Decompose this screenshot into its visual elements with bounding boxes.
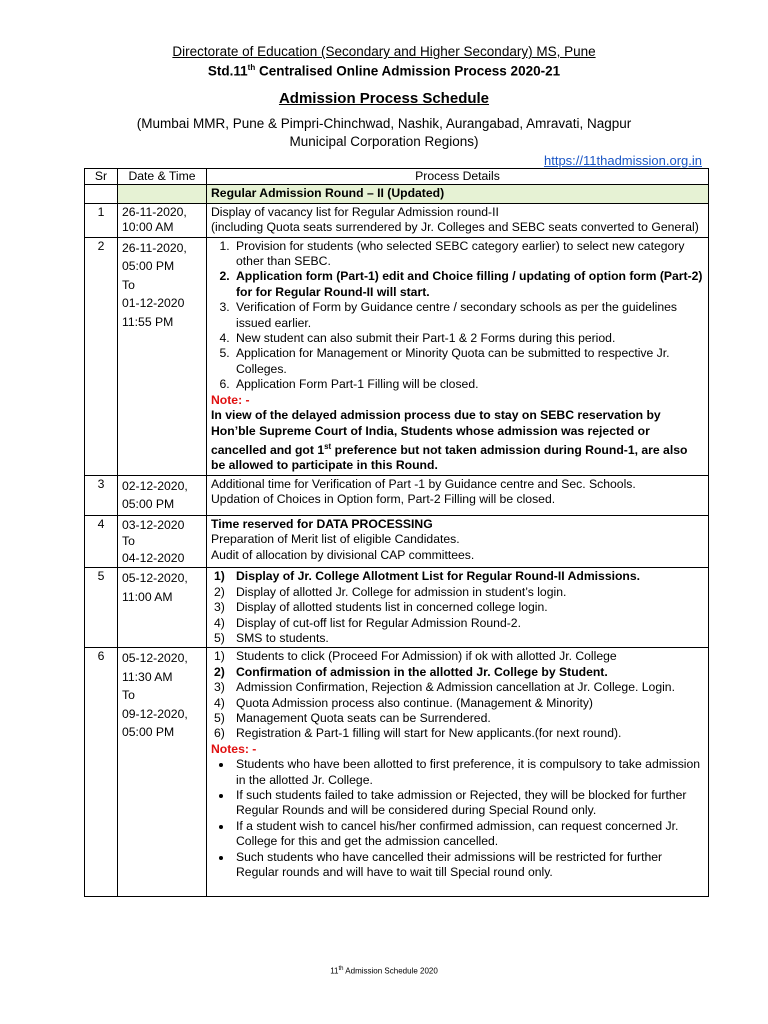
- row-date: [118, 648, 207, 897]
- detail-line: Display of vacancy list for Regular Admission round-II: [211, 204, 499, 219]
- list-item-text: Display of cut-off list for Regular Admission Round-2.: [236, 615, 521, 630]
- date-line: 05-12-2020,: [122, 651, 188, 666]
- header-details: Process Details: [207, 169, 709, 185]
- list-item: 3. Verification of Form by Guidance centre / secondary schools as per the guidelines issued earlier.: [233, 300, 704, 331]
- date-line: 04-12-2020: [122, 550, 185, 565]
- footer-post: Admission Schedule 2020: [343, 966, 438, 976]
- page-title: Admission Process Schedule: [278, 90, 490, 107]
- row-sr: 3: [85, 475, 118, 515]
- row-date: [118, 237, 207, 475]
- date-line: 11:55 PM: [122, 314, 174, 329]
- list-item: 2) Display of allotted Jr. College for admission in student’s login.: [214, 584, 567, 599]
- list-item: 4) Display of cut-off list for Regular Admission Round-2.: [214, 615, 521, 630]
- regions-line-2: Municipal Corporation Regions): [289, 134, 479, 149]
- schedule-table: [84, 168, 709, 897]
- row-sr: 2: [85, 237, 118, 475]
- date-line: 05-12-2020,: [122, 571, 188, 586]
- detail-line: Preparation of Merit list of eligible Candidates.: [211, 532, 460, 547]
- detail-line: (including Quota seats surrendered by Jr. Colleges and SEBC seats converted to General): [211, 220, 699, 235]
- list-item: 5) SMS to students.: [214, 630, 329, 645]
- row-date: [118, 568, 207, 648]
- list-item: 2) Confirmation of admission in the allotted Jr. College by Student.: [214, 664, 608, 679]
- list-item-text: Display of allotted Jr. College for admission in student’s login.: [236, 584, 567, 599]
- date-line: 11:30 AM: [122, 669, 173, 684]
- list-item: 5) Management Quota seats can be Surrendered.: [214, 710, 491, 725]
- process-heading-pre: Std.11: [207, 63, 248, 79]
- detail-line: Updation of Choices in Option form, Part-2 Filling will be closed.: [211, 492, 556, 507]
- list-item: 4) Quota Admission process also continue. (Management & Minority): [214, 695, 593, 710]
- list-item-text: Display of allotted students list in concerned college login.: [236, 600, 548, 615]
- round-sr: [85, 185, 118, 203]
- table-row: [85, 568, 709, 648]
- row-details: [207, 648, 709, 897]
- detail-line: Additional time for Verification of Part -1 by Guidance centre and Sec. Schools.: [211, 476, 636, 491]
- list-item: 4. New student can also submit their Part-1 & 2 Forms during this period.: [233, 331, 704, 346]
- row-date: [118, 203, 207, 237]
- list-item: 2. Application form (Part-1) edit and Choice filling / updating of option form (Part-2) for for Regular Round-II will start.: [233, 269, 704, 300]
- row-date: [118, 475, 207, 515]
- date-line: 10:00 AM: [122, 220, 174, 235]
- note-item: • Such students who have cancelled their admissions will be restricted for further Regular rounds and will have to wait till Special round only.: [233, 850, 704, 881]
- process-heading: [0, 63, 768, 79]
- list-item: 6) Registration & Part-1 filling will start for New applicants.(for next round).: [214, 726, 622, 741]
- note-item: • Students who have been allotted to first preference, it is compulsory to take admission in the allotted Jr. College.: [233, 757, 704, 788]
- website-link[interactable]: https://11thadmission.org.in: [543, 153, 702, 168]
- list-item: 3) Admission Confirmation, Rejection & Admission cancellation at Jr. College. Login.: [214, 680, 675, 695]
- row-sr: 1: [85, 203, 118, 237]
- round-date: [118, 185, 207, 203]
- list-item-text: Quota Admission process also continue. (Management & Minority): [236, 695, 593, 710]
- round-title: Regular Admission Round – II (Updated): [207, 185, 709, 203]
- list-item: 5. Application for Management or Minority Quota can be submitted to respective Jr. Colleges.: [233, 346, 704, 377]
- list-item: 1) Students to click (Proceed For Admission) if ok with allotted Jr. College: [214, 649, 617, 664]
- table-row: [85, 648, 709, 897]
- list-item: 6. Application Form Part-1 Filling will be closed.: [233, 377, 704, 392]
- row-details: [207, 475, 709, 515]
- table-header-row: [85, 169, 709, 185]
- detail-heading: Time reserved for DATA PROCESSING: [211, 516, 433, 531]
- date-line: 11:00 AM: [122, 589, 173, 604]
- list-item: 1. Provision for students (who selected SEBC category earlier) to select new category other than SEBC.: [233, 239, 704, 270]
- date-line: 01-12-2020: [122, 296, 185, 311]
- date-line: To: [122, 277, 135, 292]
- list-item-text: Management Quota seats can be Surrendered.: [236, 710, 491, 725]
- date-line: 02-12-2020,: [122, 478, 188, 493]
- row-date: [118, 515, 207, 568]
- header-date: Date & Time: [118, 169, 207, 185]
- process-heading-sup: th: [247, 63, 256, 72]
- date-line: 05:00 PM: [122, 259, 175, 274]
- row-details: [207, 568, 709, 648]
- note-item: • If a student wish to cancel his/her confirmed admission, can request concerned Jr. College for this and get the admission cancelled.: [233, 819, 704, 850]
- table-row: [85, 515, 709, 568]
- list-item-text: Students to click (Proceed For Admission) if ok with allotted Jr. College: [236, 649, 617, 664]
- note-text: [211, 408, 704, 474]
- row-details: [207, 237, 709, 475]
- list-item-text: Registration & Part-1 filling will start for New applicants.(for next round).: [236, 726, 622, 741]
- list-item-text: Display of Jr. College Allotment List for Regular Round-II Admissions.: [236, 569, 641, 584]
- row-details: [207, 515, 709, 568]
- row-sr: 6: [85, 648, 118, 897]
- note-text-sup: st: [324, 441, 332, 451]
- date-line: To: [122, 688, 135, 703]
- list-item-text: Admission Confirmation, Rejection & Admission cancellation at Jr. College. Login.: [236, 680, 675, 695]
- list-item: 3) Display of allotted students list in concerned college login.: [214, 600, 548, 615]
- round-row: [85, 185, 709, 203]
- row-sr: 5: [85, 568, 118, 648]
- table-row: [85, 203, 709, 237]
- process-heading-post: Centralised Online Admission Process 2020-21: [255, 63, 561, 79]
- notes-label: Notes: -: [211, 741, 257, 756]
- row-details: [207, 203, 709, 237]
- list-item-text: SMS to students.: [236, 630, 329, 645]
- date-line: 09-12-2020,: [122, 706, 188, 721]
- note-label: Note: -: [211, 392, 250, 407]
- date-line: 26-11-2020,: [122, 204, 187, 219]
- date-line: 03-12-2020: [122, 517, 185, 532]
- directorate-heading: Directorate of Education (Secondary and Higher Secondary) MS, Pune: [172, 44, 596, 59]
- detail-line: Audit of allocation by divisional CAP committees.: [211, 547, 475, 562]
- regions-line-1: (Mumbai MMR, Pune & Pimpri-Chinchwad, Nashik, Aurangabad, Amravati, Nagpur: [136, 116, 632, 131]
- date-line: 26-11-2020,: [122, 240, 187, 255]
- table-row: [85, 237, 709, 475]
- footer-sup: th: [338, 966, 344, 972]
- note-text-post: preference but not taken admission during Round-1, are also be allowed to participate in this Round.: [211, 442, 688, 473]
- list-item: 1) Display of Jr. College Allotment List for Regular Round-II Admissions.: [214, 569, 641, 584]
- note-text-pre: In view of the delayed admission process due to stay on SEBC reservation by Hon’ble Supreme Court of India, Students whose admission was rejected or cancelled and got 1: [211, 408, 661, 457]
- date-line: To: [122, 534, 135, 549]
- note-item: • If such students failed to take admission or Rejected, they will be blocked for further Regular Rounds and will be considered during Special Round only.: [233, 788, 704, 819]
- page-footer: [0, 966, 768, 976]
- list-item-text: Confirmation of admission in the allotted Jr. College by Student.: [236, 664, 608, 679]
- row-sr: 4: [85, 515, 118, 568]
- table-row: [85, 475, 709, 515]
- header-sr: Sr: [85, 169, 118, 185]
- footer-pre: 11: [330, 966, 339, 976]
- date-line: 05:00 PM: [122, 497, 175, 512]
- date-line: 05:00 PM: [122, 725, 175, 740]
